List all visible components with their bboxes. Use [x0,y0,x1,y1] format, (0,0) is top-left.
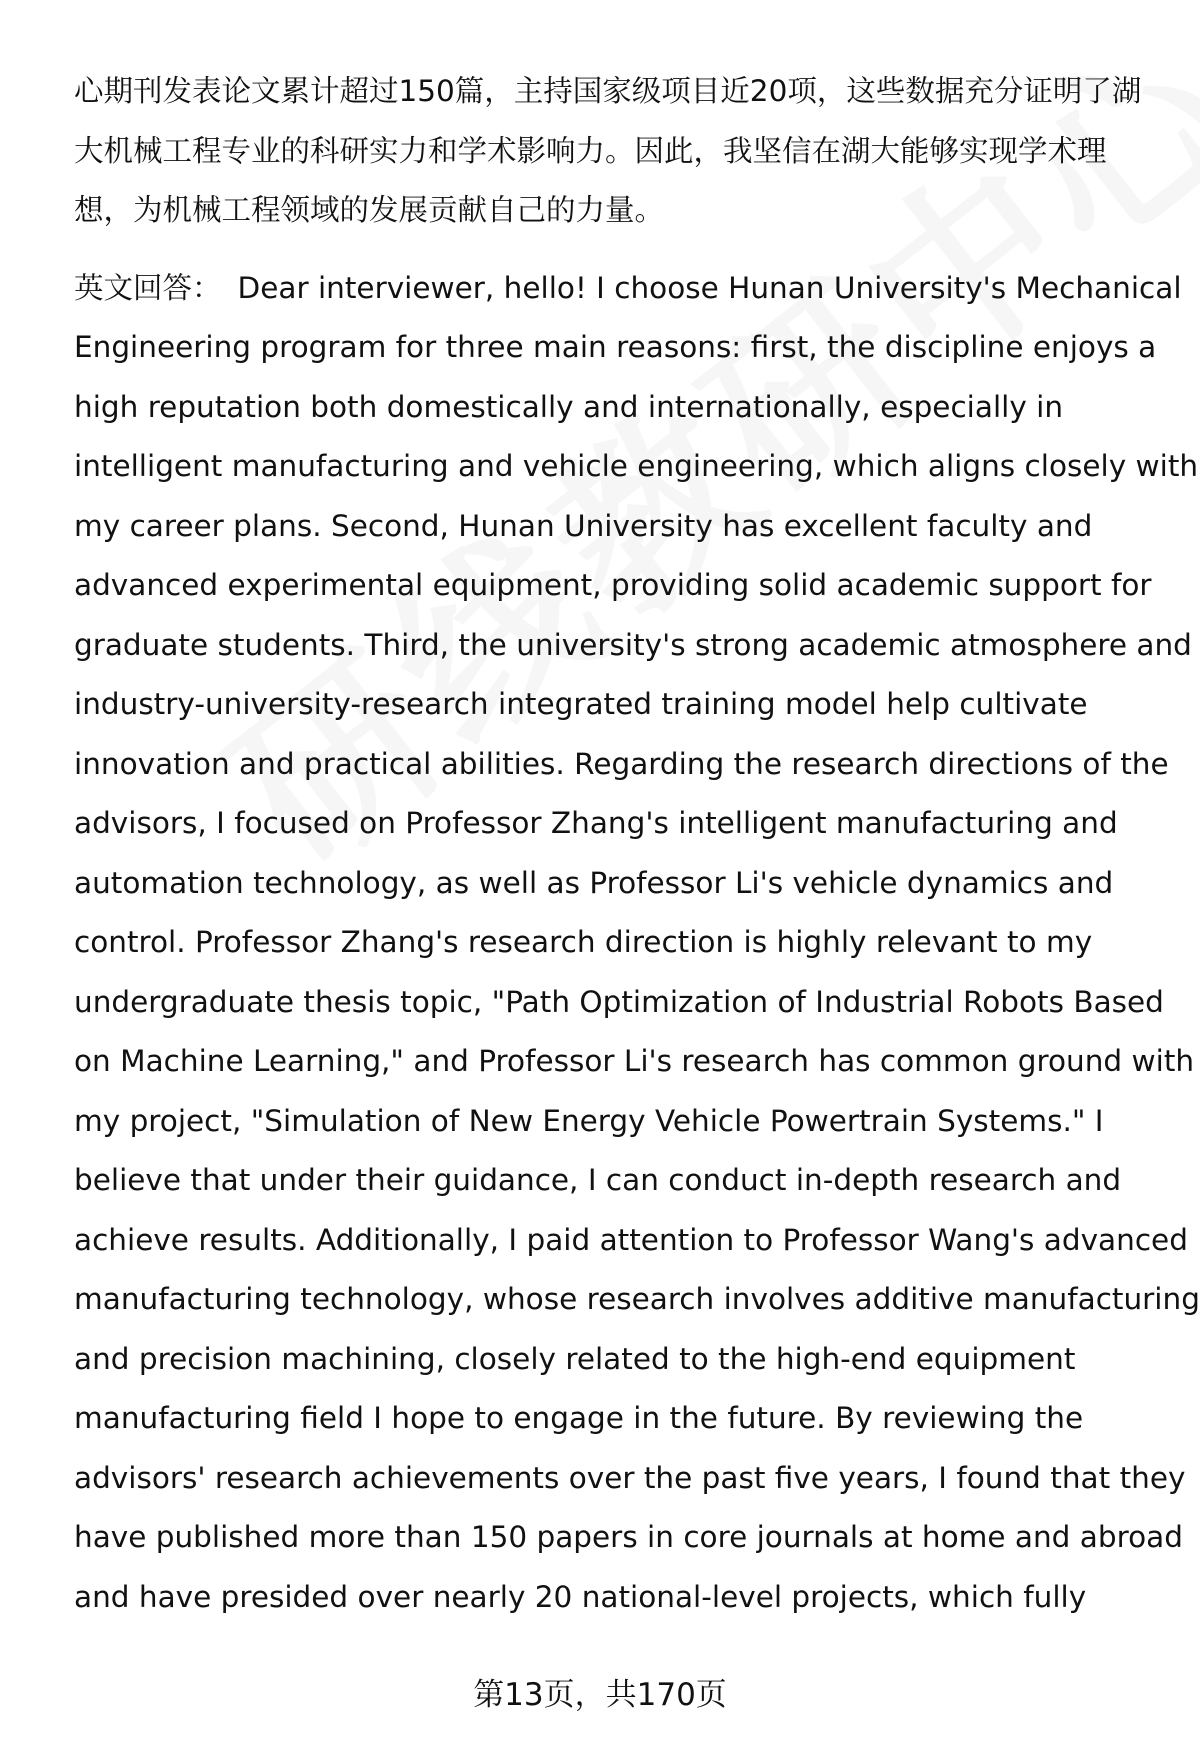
english-answer-paragraph [74,259,1200,1628]
text-line: my project, "Simulation of New Energy Vehicle Powertrain Systems." I [74,1103,1104,1138]
chinese-paragraph [74,62,1174,241]
text-line: manufacturing field I hope to engage in the future. By reviewing the [74,1401,1084,1435]
text-line: 大机械工程专业的科研实力和学术影响力。因此，我坚信在湖大能够实现学术理 [74,133,1107,168]
text-line: intelligent manufacturing and vehicle engineering, which aligns closely with [74,449,1199,483]
text-line: my career plans. Second, Hunan University has excellent faculty and [74,508,1093,543]
text-line: Engineering program for three main reasons: first, the discipline enjoys a [74,330,1157,364]
text-line: automation technology, as well as Professor Li's vehicle dynamics and [74,865,1114,900]
text-line: on Machine Learning," and Professor Li's research has common ground with [74,1044,1195,1078]
text-line: control. Professor Zhang's research direction is highly relevant to my [74,925,1093,959]
text-line-content: Dear interviewer, hello! I choose Hunan University's Mechanical [237,270,1182,305]
text-line: 想，为机械工程领域的发展贡献自己的力量。 [74,193,665,227]
text-line [74,259,1182,319]
text-line: believe that under their guidance, I can conduct in-depth research and [74,1163,1122,1197]
text-line: high reputation both domestically and internationally, especially in [74,389,1064,424]
text-line: and have presided over nearly 20 national-level projects, which fully [74,1579,1087,1614]
text-line: advisors, I focused on Professor Zhang's intelligent manufacturing and [74,806,1118,840]
text-line: have published more than 150 papers in core journals at home and abroad [74,1520,1183,1554]
page-number-footer: 第13页，共170页 [473,1677,727,1713]
text-line: innovation and practical abilities. Regarding the research directions of the [74,746,1169,781]
text-line: advisors' research achievements over the past five years, I found that they [74,1460,1186,1495]
text-line: manufacturing technology, whose research involves additive manufacturing [74,1282,1200,1316]
text-line: industry-university-research integrated training model help cultivate [74,687,1088,721]
english-answer-label: 英文回答： [74,270,222,305]
text-line: achieve results. Additionally, I paid attention to Professor Wang's advanced [74,1222,1188,1257]
text-line: advanced experimental equipment, providing solid academic support for [74,568,1152,602]
text-line: 心期刊发表论文累计超过150篇，主持国家级项目近20项，这些数据充分证明了湖 [74,74,1142,108]
page-content [74,62,1200,1627]
text-line: and precision machining, closely related to the high-end equipment [74,1341,1076,1376]
text-line: undergraduate thesis topic, "Path Optimization of Industrial Robots Based [74,984,1164,1019]
text-line: graduate students. Third, the university's strong academic atmosphere and [74,627,1192,662]
